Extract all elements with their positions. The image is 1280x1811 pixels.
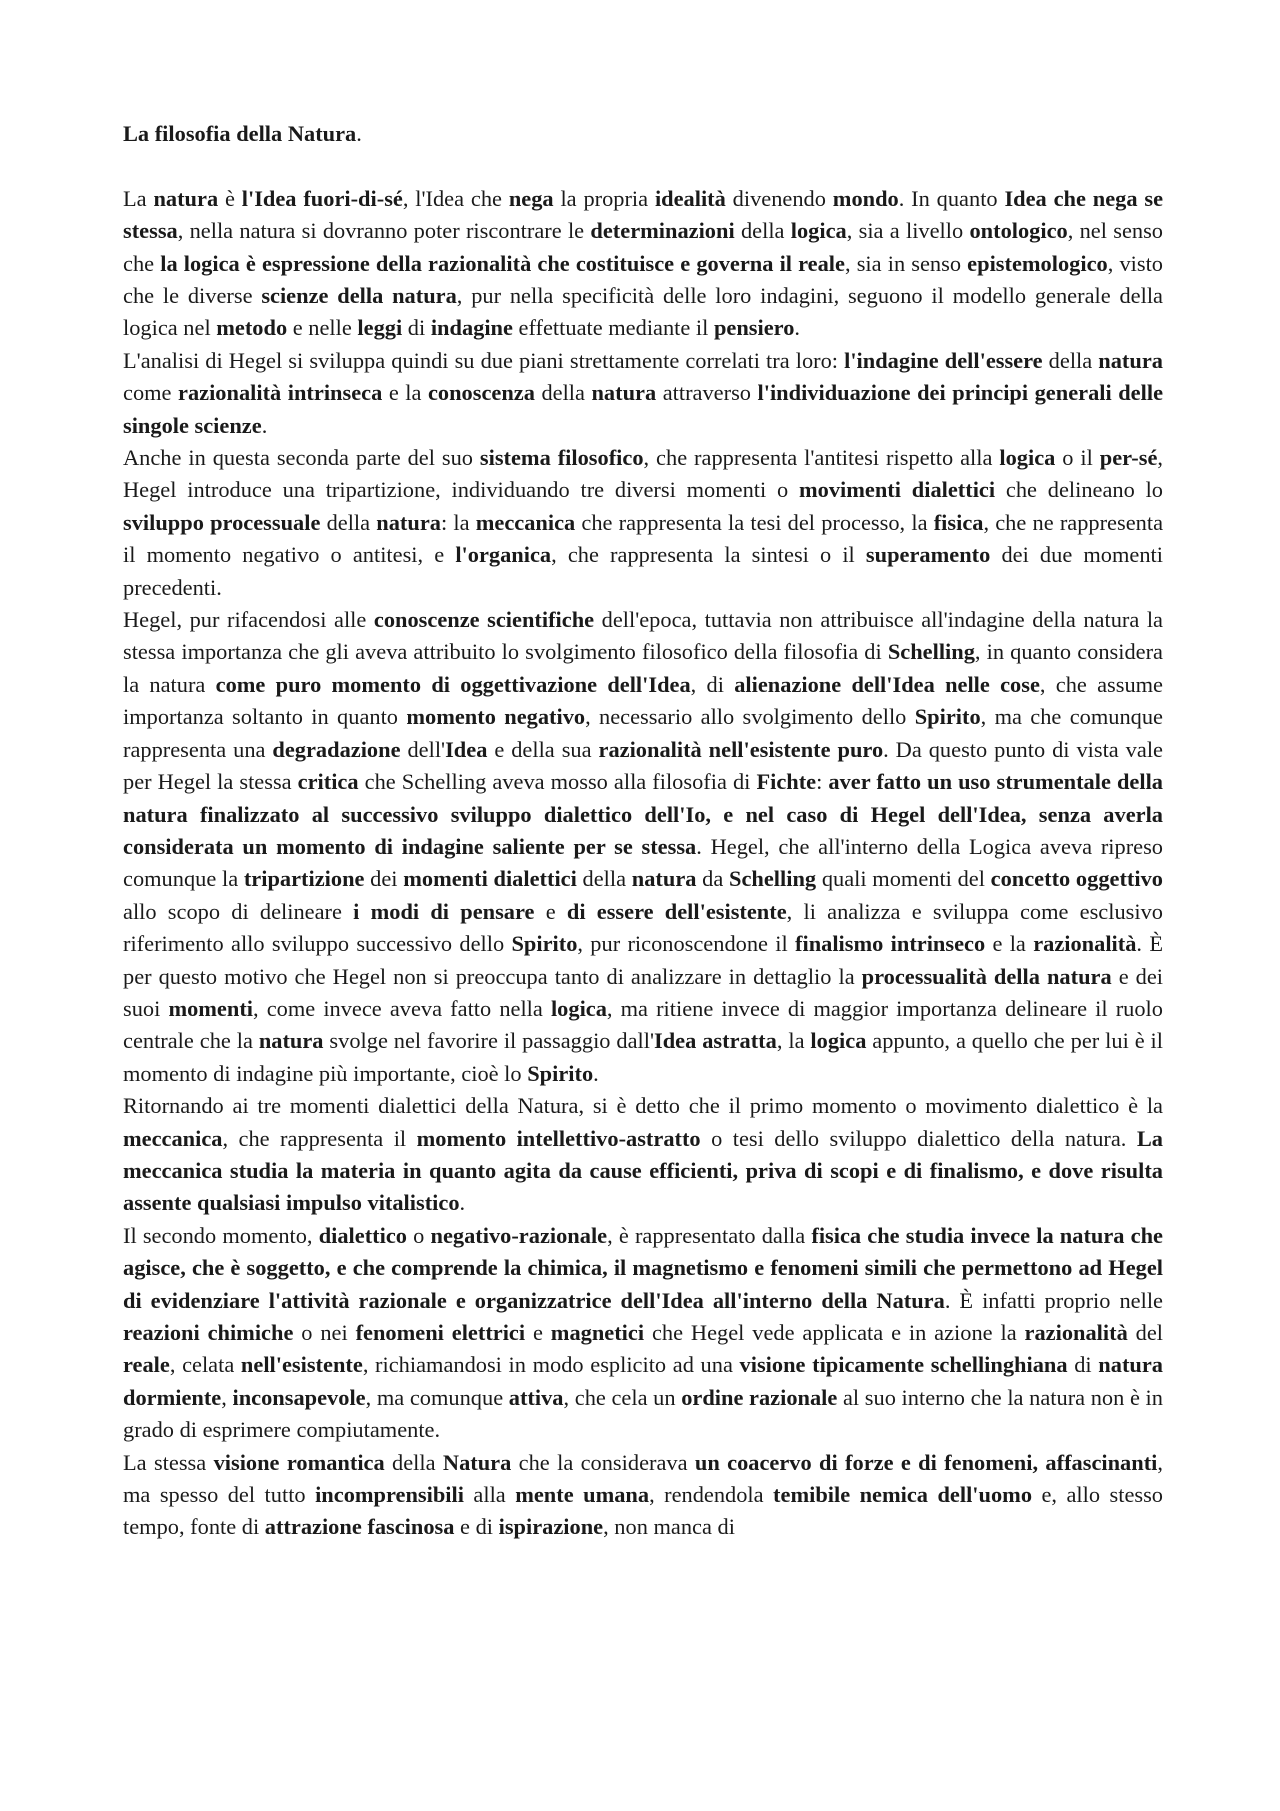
bold-text-run: sistema filosofico xyxy=(479,445,644,471)
bold-text-run: la logica è espressione della razionalità che costituisce e governa il reale xyxy=(160,250,845,276)
text-run: , visto che le diverse xyxy=(123,250,1163,309)
bold-text-run: alienazione dell'Idea nelle cose xyxy=(734,671,1040,697)
text-run: , li analizza e sviluppa come esclusivo riferimento allo sviluppo successivo dello xyxy=(123,898,1163,957)
text-run: La stessa xyxy=(123,1449,214,1475)
bold-text-run: attiva xyxy=(508,1384,564,1410)
bold-text-run: Spirito xyxy=(914,704,981,730)
bold-text-run: mondo xyxy=(832,185,899,211)
text-run: . È infatti proprio nelle xyxy=(944,1287,1163,1313)
bold-text-run: metodo xyxy=(216,315,288,341)
bold-text-run: nega xyxy=(508,185,554,211)
bold-text-run: leggi xyxy=(357,315,403,341)
text-run: . xyxy=(794,315,801,341)
bold-text-run: reazioni chimiche xyxy=(123,1320,294,1346)
text-run: o nei xyxy=(293,1320,356,1346)
text-run: , la xyxy=(776,1028,811,1054)
document-page xyxy=(123,118,1163,1544)
bold-text-run: concetto oggettivo xyxy=(990,866,1163,892)
text-run: , che rappresenta il xyxy=(222,1125,417,1151)
bold-text-run: determinazioni xyxy=(590,218,735,244)
bold-text-run: natura xyxy=(631,866,697,892)
paragraph xyxy=(123,183,1163,345)
bold-text-run: meccanica xyxy=(123,1125,223,1151)
bold-text-run: Idea che nega se stessa xyxy=(123,185,1164,244)
text-run: alla xyxy=(463,1482,516,1508)
bold-text-run: natura dormiente xyxy=(123,1352,1163,1410)
text-run: , sia in senso xyxy=(844,250,968,276)
text-run: , pur riconoscendone il xyxy=(577,931,796,957)
bold-text-run: sviluppo processuale xyxy=(123,509,321,535)
bold-text-run: razionalità intrinseca xyxy=(178,380,383,406)
text-run: e, allo stesso tempo, fonte di xyxy=(123,1482,1163,1540)
text-run: , pur nella specificità delle loro indagini, seguono il modello generale della logica nel xyxy=(123,283,1163,341)
bold-text-run: logica xyxy=(999,445,1056,471)
bold-text-run: indagine xyxy=(430,315,513,341)
bold-text-run: fisica xyxy=(933,509,984,535)
paragraph xyxy=(123,604,1163,1090)
bold-text-run: magnetici xyxy=(550,1320,645,1346)
bold-text-run: di essere dell'esistente xyxy=(566,898,787,924)
text-run: che delineano lo xyxy=(995,477,1163,503)
bold-text-run: ontologico xyxy=(969,218,1068,244)
text-run: della xyxy=(576,866,632,892)
text-run: , che ne rappresenta il momento negativo o antitesi, e xyxy=(123,509,1164,568)
text-run: . xyxy=(261,412,268,438)
bold-text-run: momento negativo xyxy=(406,704,586,730)
text-run: Il secondo momento, xyxy=(123,1222,319,1248)
bold-text-run: processualità della natura xyxy=(861,963,1112,989)
bold-text-run: tripartizione xyxy=(243,866,365,892)
text-run: : la xyxy=(440,509,476,535)
bold-text-run: idealità xyxy=(654,185,726,211)
bold-text-run: inconsapevole xyxy=(232,1384,366,1410)
text-run: della xyxy=(734,218,791,244)
bold-text-run: Idea xyxy=(445,736,488,762)
bold-text-run: logica xyxy=(550,995,607,1021)
text-run: quali momenti del xyxy=(816,866,991,892)
bold-text-run: degradazione xyxy=(272,736,401,762)
text-run: , è rappresentato dalla xyxy=(607,1222,812,1248)
text-run: o tesi dello sviluppo dialettico della natura. xyxy=(700,1125,1137,1151)
text-run: , che cela un xyxy=(563,1384,682,1410)
text-run: , rendendola xyxy=(649,1482,774,1508)
text-run: della xyxy=(384,1449,443,1475)
text-run: , xyxy=(221,1384,233,1410)
bold-text-run: razionalità xyxy=(1033,931,1137,957)
bold-text-run: Spirito xyxy=(511,931,578,957)
text-run: da xyxy=(696,866,730,892)
text-run: dei due momenti precedenti. xyxy=(123,542,1163,600)
text-run: : xyxy=(816,769,829,795)
bold-text-run: meccanica xyxy=(475,509,576,535)
bold-text-run: un coacervo di forze e di fenomeni, affascinanti xyxy=(694,1449,1158,1475)
text-run: . xyxy=(593,1060,599,1086)
text-run: , come invece aveva fatto nella xyxy=(253,995,551,1021)
text-run: è xyxy=(218,185,242,211)
document-title-text: La filosofia della Natura xyxy=(123,121,357,146)
text-run: attraverso xyxy=(656,380,758,406)
bold-text-run: Fichte xyxy=(756,769,817,795)
text-run: e xyxy=(525,1320,551,1346)
bold-text-run: per-sé xyxy=(1099,445,1158,471)
text-run: . xyxy=(459,1190,466,1216)
text-run: . Hegel, che all'interno della Logica aveva ripreso comunque la xyxy=(123,833,1163,892)
text-run: allo scopo di delineare xyxy=(123,898,354,924)
text-run: dell' xyxy=(400,736,446,762)
text-run: della xyxy=(534,380,592,406)
text-run: , nel senso che xyxy=(123,218,1163,276)
text-run: , sia a livello xyxy=(846,218,970,244)
bold-text-run: logica xyxy=(790,218,847,244)
text-run: che Schelling aveva mosso alla filosofia di xyxy=(358,769,757,795)
document-body xyxy=(123,183,1163,1544)
text-run: , che assume importanza soltanto in quanto xyxy=(123,671,1163,730)
bold-text-run: mente umana xyxy=(515,1482,650,1508)
bold-text-run: finalismo intrinseco xyxy=(795,931,986,957)
bold-text-run: ordine razionale xyxy=(681,1384,838,1410)
text-run: , l'Idea che xyxy=(402,185,509,211)
text-run: , celata xyxy=(169,1352,241,1378)
text-run: e xyxy=(534,898,567,924)
text-run: o il xyxy=(1055,445,1100,471)
text-run: , ma che comunque rappresenta una xyxy=(123,704,1163,762)
text-run: , ma comunque xyxy=(365,1384,509,1410)
bold-text-run: l'Idea fuori-di-sé xyxy=(241,185,403,211)
text-run: . In quanto xyxy=(898,185,1005,211)
bold-text-run: razionalità xyxy=(1024,1320,1128,1346)
text-run: la propria xyxy=(553,185,655,211)
text-run: di xyxy=(402,315,431,341)
bold-text-run: temibile nemica dell'uomo xyxy=(773,1482,1033,1508)
text-run: dell'epoca, tuttavia non attribuisce all'indagine della natura la stessa importanza che gli aveva attribuito lo svolgimento filosofico della filosofia di xyxy=(123,607,1163,665)
bold-text-run: razionalità nell'esistente puro xyxy=(598,736,884,762)
bold-text-run: ispirazione xyxy=(498,1514,604,1540)
bold-text-run: scienze della natura xyxy=(261,283,457,309)
text-run: La xyxy=(123,185,154,211)
text-run: al suo interno che la natura non è in grado di esprimere compiutamente. xyxy=(123,1384,1163,1443)
text-run: , di xyxy=(690,671,735,697)
bold-text-run: logica xyxy=(810,1028,867,1054)
bold-text-run: Spirito xyxy=(527,1060,594,1086)
bold-text-run: natura xyxy=(258,1028,324,1054)
bold-text-run: l'individuazione dei principi generali delle singole scienze xyxy=(123,380,1164,438)
bold-text-run: critica xyxy=(297,769,359,795)
bold-text-run: fisica che studia invece la natura che agisce, che è soggetto, e che comprende la chimica, il magnetismo e fenomeni simili che permettono ad Hegel di evidenziare l'attività razionale e organizzatrice dell'Idea all'interno della Natura xyxy=(123,1222,1163,1313)
text-run: appunto, a quello che per lui è il momento di indagine più importante, cioè lo xyxy=(123,1028,1163,1086)
bold-text-run: momenti dialettici xyxy=(403,866,577,892)
text-run: . È per questo motivo che Hegel non si preoccupa tanto di analizzare in dettaglio la xyxy=(123,931,1163,989)
bold-text-run: visione romantica xyxy=(213,1449,385,1475)
bold-text-run: movimenti dialettici xyxy=(799,477,996,503)
bold-text-run: come puro momento di oggettivazione dell'Idea xyxy=(215,671,691,697)
document-title xyxy=(123,118,1163,150)
text-run: di xyxy=(1067,1352,1099,1378)
text-run: Ritornando ai tre momenti dialettici della Natura, si è detto che il primo momento o movimento dialettico è la xyxy=(123,1093,1163,1119)
bold-text-run: i modi di pensare xyxy=(353,898,535,924)
bold-text-run: incomprensibili xyxy=(315,1482,464,1508)
bold-text-run: aver fatto un uso strumentale della natura finalizzato al successivo sviluppo dialettico dell'Io, e nel caso di Hegel dell'Idea, senza averla considerata un momento di indagine saliente per se stessa xyxy=(123,769,1163,859)
bold-text-run: superamento xyxy=(865,542,991,568)
text-run: , non manca di xyxy=(603,1514,735,1540)
text-run: , richiamandosi in modo esplicito ad una xyxy=(362,1352,740,1378)
text-run: dei xyxy=(364,866,404,892)
text-run: del xyxy=(1127,1320,1163,1346)
bold-text-run: natura xyxy=(376,509,441,535)
text-run: . Da questo punto di vista vale per Hegel la stessa xyxy=(123,736,1163,795)
text-run: che la considerava xyxy=(511,1449,695,1475)
text-run: , ma spesso del tutto xyxy=(123,1449,1163,1508)
text-run: Anche in questa seconda parte del suo xyxy=(123,445,480,471)
paragraph xyxy=(123,1447,1163,1544)
bold-text-run: Natura xyxy=(442,1449,512,1475)
bold-text-run: Schelling xyxy=(887,639,975,665)
paragraph xyxy=(123,345,1163,442)
text-run: , in quanto considera la natura xyxy=(123,639,1163,697)
text-run: , nella natura si dovranno poter riscontrare le xyxy=(177,218,591,244)
text-run: L'analisi di Hegel si sviluppa quindi su due piani strettamente correlati tra loro: xyxy=(123,347,845,373)
text-run: e di xyxy=(454,1514,499,1540)
text-run: della xyxy=(1042,347,1099,373)
text-run: , che rappresenta la sintesi o il xyxy=(551,542,866,568)
text-run: e della sua xyxy=(487,736,599,762)
text-run: Hegel, pur rifacendosi alle xyxy=(123,607,374,633)
text-run: della xyxy=(320,509,377,535)
bold-text-run: Idea astratta xyxy=(654,1028,777,1054)
document-title-punct: . xyxy=(356,121,362,146)
text-run: o xyxy=(406,1222,431,1248)
bold-text-run: La meccanica studia la materia in quanto agita da cause efficienti, priva di scopi e di finalismo, e dove risulta assente qualsiasi impulso vitalistico xyxy=(123,1125,1163,1216)
bold-text-run: Schelling xyxy=(729,866,817,892)
bold-text-run: nell'esistente xyxy=(240,1352,363,1378)
bold-text-run: reale xyxy=(123,1352,170,1378)
bold-text-run: attrazione fascinosa xyxy=(264,1514,455,1540)
paragraph xyxy=(123,1220,1163,1447)
bold-text-run: epistemologico xyxy=(967,250,1108,276)
text-run: e nelle xyxy=(287,315,358,341)
text-run: che Hegel vede applicata e in azione la xyxy=(644,1320,1025,1346)
bold-text-run: natura xyxy=(153,185,219,211)
bold-text-run: l'indagine dell'essere xyxy=(844,347,1043,373)
text-run: , che rappresenta l'antitesi rispetto alla xyxy=(643,445,1000,471)
bold-text-run: conoscenze scientifiche xyxy=(373,607,595,633)
text-run: , ma ritiene invece di maggior importanza delineare il ruolo centrale che la xyxy=(123,995,1163,1054)
text-run: e la xyxy=(985,931,1034,957)
bold-text-run: negativo-razionale xyxy=(430,1222,608,1248)
text-run: come xyxy=(123,380,179,406)
text-run: svolge nel favorire il passaggio dall' xyxy=(323,1028,655,1054)
text-run: divenendo xyxy=(725,185,833,211)
bold-text-run: visione tipicamente schellinghiana xyxy=(739,1352,1068,1378)
bold-text-run: momento intellettivo-astratto xyxy=(416,1125,701,1151)
bold-text-run: l'organica xyxy=(455,542,552,568)
text-run: , Hegel introduce una tripartizione, individuando tre diversi momenti o xyxy=(123,445,1163,503)
paragraph xyxy=(123,442,1163,604)
bold-text-run: dialettico xyxy=(318,1222,407,1248)
text-run: che rappresenta la tesi del processo, la xyxy=(575,509,934,535)
text-run: effettuate mediante il xyxy=(512,315,714,341)
bold-text-run: fenomeni elettrici xyxy=(355,1320,526,1346)
text-run: e dei suoi xyxy=(123,963,1164,1021)
text-run: , necessario allo svolgimento dello xyxy=(585,704,915,730)
text-run: e la xyxy=(382,380,428,406)
bold-text-run: pensiero xyxy=(713,315,795,341)
bold-text-run: conoscenza xyxy=(427,380,535,406)
bold-text-run: momenti xyxy=(168,995,254,1021)
bold-text-run: natura xyxy=(591,380,657,406)
bold-text-run: natura xyxy=(1098,347,1163,373)
paragraph xyxy=(123,1090,1163,1220)
